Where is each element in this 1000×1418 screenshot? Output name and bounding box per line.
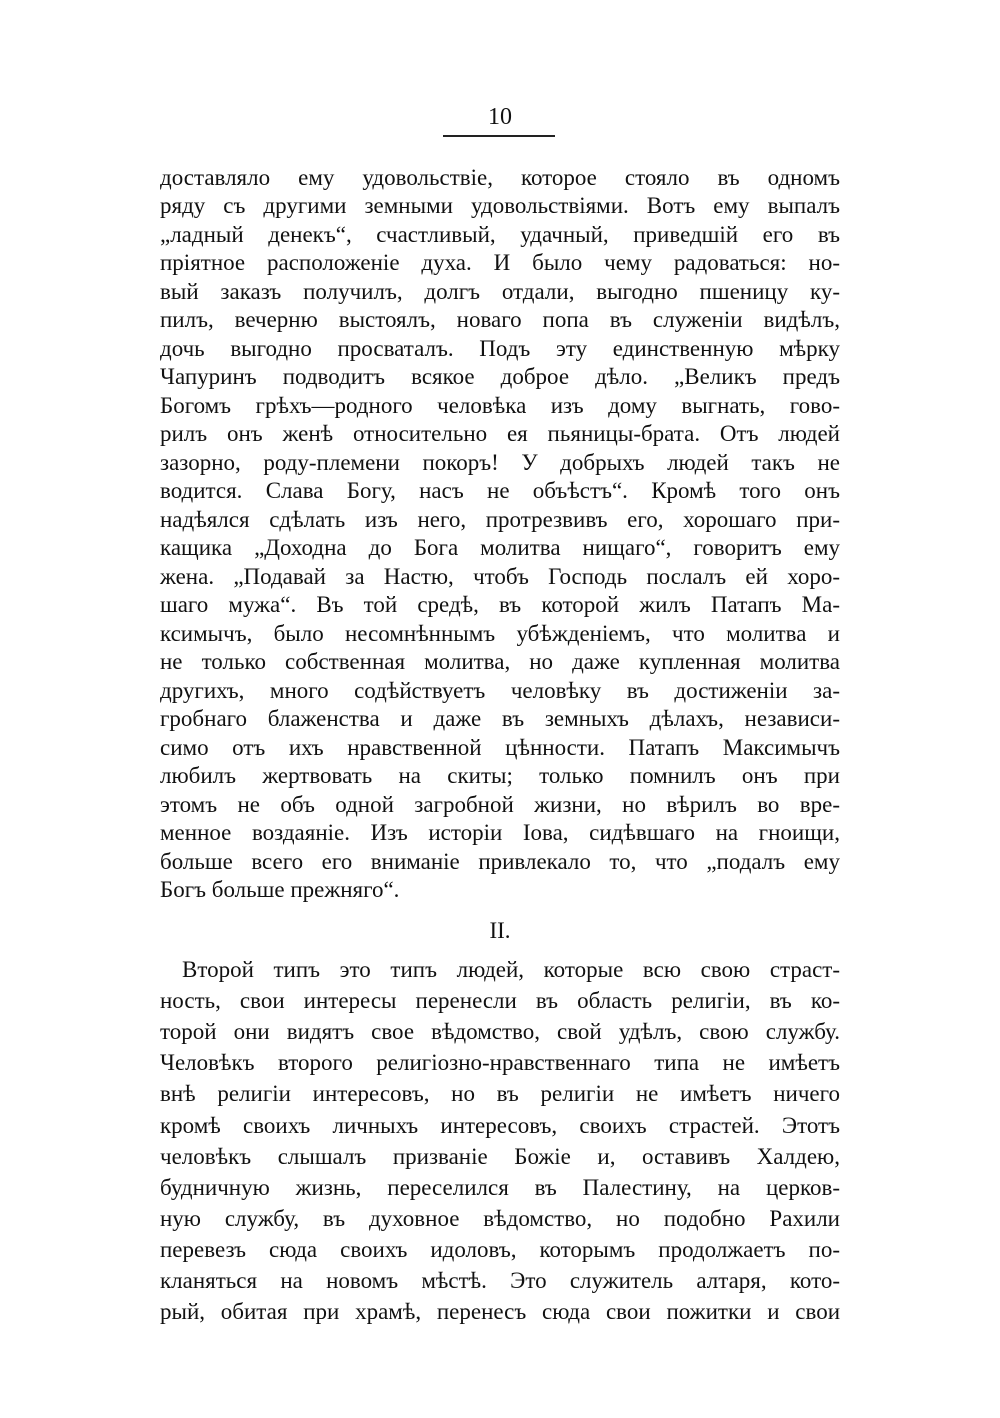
text-line: Чапуринъ подводитъ всякое доброе дѣло. „Великъ предъ — [160, 364, 840, 390]
text-line: ряду съ другими земными удовольствіями. Вотъ ему выпалъ — [160, 193, 840, 219]
text-line: кащика „Доходна до Бога молитва нищаго“, говоритъ ему — [160, 535, 840, 561]
text-line: ную службу, въ духовное вѣдомство, но подобно Рахили — [160, 1205, 840, 1231]
text-line: перевезъ сюда своихъ идоловъ, которымъ продолжаетъ по- — [160, 1236, 840, 1262]
text-line: надѣялся сдѣлать изъ него, протрезвивъ его, хорошаго при- — [160, 506, 840, 532]
text-line: рилъ онъ женѣ относительно ея пьяницы-брата. Отъ людей — [160, 421, 840, 447]
text-line: ксимычъ, было несомнѣннымъ убѣжденіемъ, что молитва и — [160, 620, 840, 646]
text-line: больше всего его вниманіе привлекало то, что „подалъ ему — [160, 848, 840, 874]
text-line: рый, обитая при храмѣ, перенесъ сюда свои пожитки и свои — [160, 1299, 840, 1325]
text-line: „ладный денекъ“, счастливый, удачный, приведшій его въ — [160, 221, 840, 247]
text-line: не только собственная молитва, но даже купленная молитва — [160, 649, 840, 675]
text-line: будничную жизнь, переселился въ Палестину, на церков- — [160, 1174, 840, 1200]
text-line: кланяться на новомъ мѣстѣ. Это служитель алтаря, кото- — [160, 1268, 840, 1293]
page-number-rule — [443, 135, 555, 137]
text-line: менное воздаяніе. Изъ исторіи Іова, сидѣвшаго на гноищи, — [160, 820, 840, 846]
text-line: вый заказъ получилъ, долгъ отдали, выгодно пшеницу ку- — [160, 278, 840, 304]
text-line: Богомъ грѣхъ—родного человѣка изъ дому выгнать, гово- — [160, 392, 840, 418]
text-line: человѣкъ слышалъ призваніе Божіе и, оставивъ Халдею, — [160, 1143, 840, 1169]
text-line: водится. Слава Богу, насъ не объѣстъ“. Кромѣ того онъ — [160, 478, 840, 504]
text-line: шаго мужа“. Въ той средѣ, въ которой жилъ Патапъ Ма- — [160, 592, 840, 618]
text-line: пріятное расположеніе духа. И было чему радоваться: но- — [160, 250, 840, 276]
text-line: Второй типъ это типъ людей, которые всю свою страст- — [182, 957, 840, 982]
text-line: гробнаго блаженства и даже въ земныхъ дѣлахъ, независи- — [160, 706, 840, 732]
text-line: зазорно, роду-племени покоръ! У добрыхъ людей такъ не — [160, 449, 840, 475]
text-line: дочь выгодно просваталъ. Подъ эту единственную мѣрку — [160, 335, 840, 361]
page-number: 10 — [488, 104, 512, 130]
text-line: ность, свои интересы перенесли въ область религіи, въ ко- — [160, 988, 840, 1014]
text-line: доставляло ему удовольствіе, которое стояло въ одномъ — [160, 165, 840, 190]
text-line: Богъ больше прежняго“. — [160, 877, 400, 902]
text-line: симо отъ ихъ нравственной цѣнности. Патапъ Максимычъ — [160, 734, 840, 760]
text-line: Человѣкъ второго религіозно-нравственнаго типа не имѣетъ — [160, 1050, 840, 1076]
text-line: внѣ религіи интересовъ, но въ религіи не имѣетъ ничего — [160, 1081, 840, 1107]
text-line: кромѣ своихъ личныхъ интересовъ, своихъ страстей. Этотъ — [160, 1112, 840, 1138]
text-line: этомъ не объ одной загробной жизни, но вѣрилъ во вре- — [160, 791, 840, 817]
text-line: торой они видятъ свое вѣдомство, свой удѣлъ, свою службу. — [160, 1019, 840, 1045]
text-line: другихъ, много содѣйствуетъ человѣку въ достиженіи за- — [160, 677, 840, 703]
text-line: любилъ жертвовать на скиты; только помнилъ онъ при — [160, 763, 840, 789]
text-line: жена. „Подавай за Настю, чтобъ Господь послалъ ей хоро- — [160, 563, 840, 589]
section-heading: II. — [489, 918, 511, 943]
text-line: пилъ, вечерню выстоялъ, новаго попа въ служеніи видѣлъ, — [160, 307, 840, 333]
